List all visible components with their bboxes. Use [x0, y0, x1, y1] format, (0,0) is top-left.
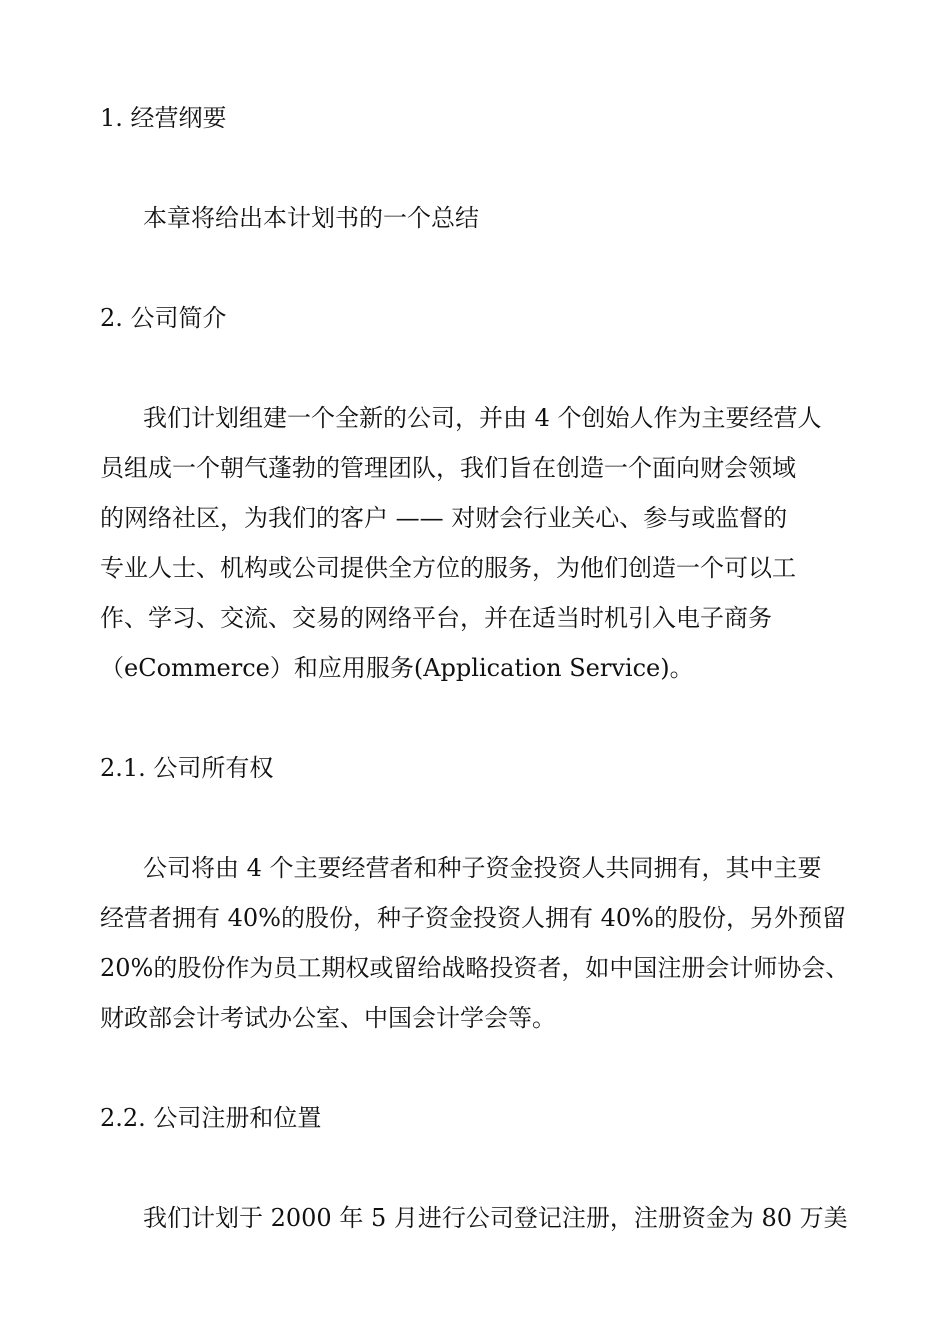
paragraph-line: 我们计划组建一个全新的公司，并由 4 个创始人作为主要经营人: [143, 404, 822, 432]
paragraph-line: 专业人士、机构或公司提供全方位的服务，为他们创造一个可以工: [100, 554, 796, 582]
paragraph-line: 经营者拥有 40%的股份，种子资金投资人拥有 40%的股份，另外预留: [100, 904, 846, 932]
paragraph-line: （eCommerce）和应用服务(Application Service)。: [100, 654, 694, 682]
section-heading-1: 1. 经营纲要: [100, 104, 227, 132]
paragraph-line: 本章将给出本计划书的一个总结: [143, 204, 479, 232]
paragraph-line: 20%的股份作为员工期权或留给战略投资者，如中国注册会计师协会、: [100, 954, 850, 982]
paragraph-line: 我们计划于 2000 年 5 月进行公司登记注册，注册资金为 80 万美: [143, 1204, 848, 1232]
section-heading-2: 2. 公司简介: [100, 304, 227, 332]
paragraph-line: 公司将由 4 个主要经营者和种子资金投资人共同拥有，其中主要: [143, 854, 822, 882]
paragraph-line: 员组成一个朝气蓬勃的管理团队，我们旨在创造一个面向财会领域: [100, 454, 796, 482]
paragraph-line: 作、学习、交流、交易的网络平台，并在适当时机引入电子商务: [100, 604, 772, 632]
section-heading-2-1: 2.1. 公司所有权: [100, 754, 274, 782]
paragraph-line: 财政部会计考试办公室、中国会计学会等。: [100, 1004, 556, 1032]
paragraph-line: 的网络社区，为我们的客户 —— 对财会行业关心、参与或监督的: [100, 504, 788, 532]
section-heading-2-2: 2.2. 公司注册和位置: [100, 1104, 322, 1132]
